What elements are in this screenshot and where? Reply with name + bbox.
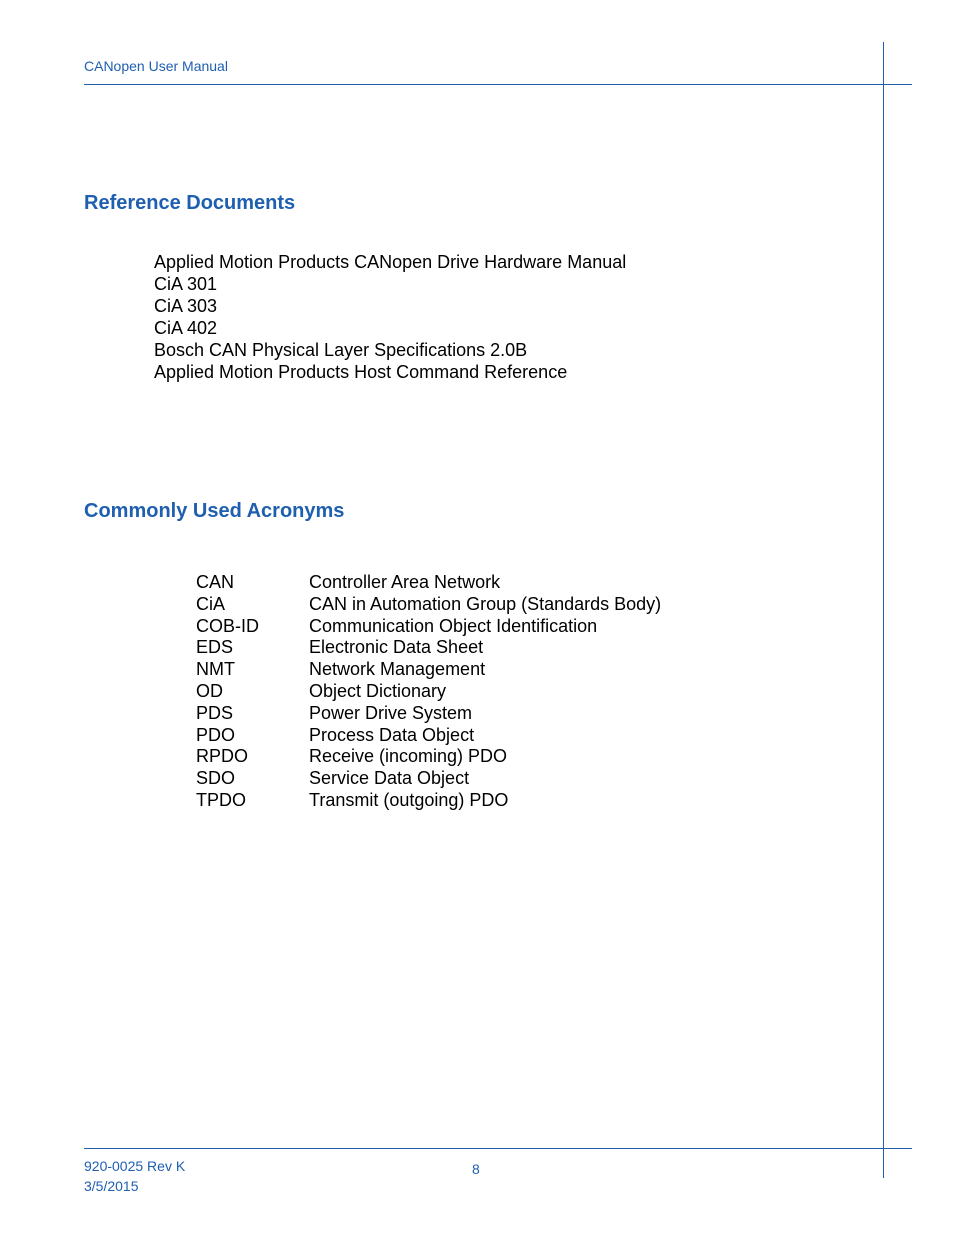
reference-document-item: Applied Motion Products Host Command Reference [154,362,568,382]
acronym-row [196,790,661,812]
acronym-abbr: PDS [196,702,234,723]
header-rule [84,84,912,85]
acronym-abbr: PDO [196,724,236,745]
acronym-meaning: Process Data Object [309,724,475,745]
acronym-row [196,659,661,681]
right-margin-rule [883,42,884,1178]
footer-doc-number: 920-0025 Rev K [84,1158,186,1174]
reference-document-item: Bosch CAN Physical Layer Specifications 2.0B [154,340,528,360]
header-title: CANopen User Manual [84,58,228,74]
acronym-meaning: Object Dictionary [309,680,447,701]
page-number: 8 [472,1161,480,1177]
acronym-abbr: OD [196,680,223,701]
acronym-row [196,681,661,703]
reference-document-item: CiA 402 [154,318,218,338]
acronym-abbr: NMT [196,659,235,680]
acronym-abbr: COB-ID [196,615,259,636]
acronym-meaning: Electronic Data Sheet [309,637,484,658]
footer-rule [84,1148,912,1149]
acronym-abbr: SDO [196,768,236,789]
acronym-row [196,725,661,747]
acronym-meaning: Communication Object Identification [309,615,598,636]
acronym-row [196,637,661,659]
acronym-row [196,572,661,594]
acronym-abbr: CiA [196,593,226,614]
acronym-abbr: EDS [196,637,234,658]
acronym-meaning: Receive (incoming) PDO [309,746,508,767]
acronym-abbr: RPDO [196,746,249,767]
acronym-meaning: Controller Area Network [309,572,501,592]
acronym-row [196,616,661,638]
reference-document-item: Applied Motion Products CANopen Drive Hardware Manual [154,252,627,272]
acronym-row [196,594,661,616]
acronym-meaning: CAN in Automation Group (Standards Body) [309,593,662,614]
acronym-meaning: Transmit (outgoing) PDO [309,789,509,810]
acronym-abbr: TPDO [196,789,247,810]
acronym-row [196,703,661,725]
acronym-row [196,746,661,768]
acronym-abbr: CAN [196,572,235,592]
acronym-meaning: Network Management [309,659,486,680]
acronyms-heading: Commonly Used Acronyms [84,500,345,522]
footer-date: 3/5/2015 [84,1178,139,1194]
acronyms-table [196,572,661,812]
acronym-meaning: Service Data Object [309,768,470,789]
reference-documents-heading: Reference Documents [84,192,296,214]
acronym-row [196,768,661,790]
reference-documents-list [154,251,626,383]
acronym-meaning: Power Drive System [309,702,473,723]
reference-document-item: CiA 301 [154,274,218,294]
reference-document-item: CiA 303 [154,296,218,316]
